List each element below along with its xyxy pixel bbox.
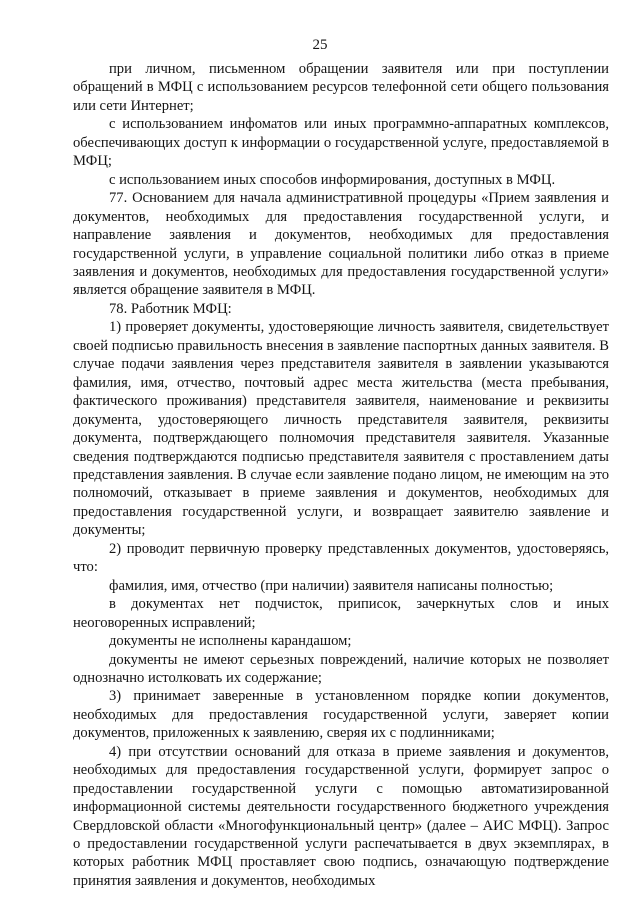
paragraph-item-77: 77. Основанием для начала административной процедуры «Прием заявления и документов, необходимых для предоставления государственной услуги, и направление заявления и документов, необходимых для предоставления государственной услуги, в управление социальной политики либо отказ в приеме заявления и документов, необходимых для предоставления государственной услуги» является обращение заявителя в МФЦ. xyxy=(73,190,609,299)
paragraph-subitem-3: 3) принимает заверенные в установленном порядке копии документов, необходимых для предоставления государственной услуги, заверяет копии документов, приложенных к заявлению, сверяя их с подлинниками; xyxy=(73,688,609,742)
paragraph-subitem-1: 1) проверяет документы, удостоверяющие личность заявителя, свидетельствует своей подписью правильность внесения в заявление паспортных данных заявителя. В случае подачи заявления через представителя заявителя в заявлении указываются фамилия, имя, отчество, почтовый адрес места жительства (места пребывания, фактического проживания) представителя заявителя, наименование и реквизиты документа, удостоверяющего личность представителя заявителя, реквизиты документа, подтверждающего полномочия представителя заявителя. Указанные сведения подтверждаются подписью представителя заявителя с проставлением даты представления заявления. В случае если заявление подано лицом, не имеющим на это полномочий, отказывает в приеме заявления и документов, необходимых для предоставления государственной услуги, и возвращает заявителю заявление и документы; xyxy=(73,319,609,539)
paragraph-check-no-pencil: документы не исполнены карандашом; xyxy=(109,633,352,650)
paragraph-subitem-2: 2) проводит первичную проверку представленных документов, удостоверяясь, что: xyxy=(73,540,609,576)
paragraph-subitem-4: 4) при отсутствии оснований для отказа в приеме заявления и документов, необходимых для предоставления государственной услуги, формирует запрос о предоставлении государственной услуги с помощью автоматизированной информационной системы деятельности государственного бюджетного учреждения Свердловской области «Многофункциональный центр» (далее – АИС МФЦ). Запрос о предоставлении государственной услуги распечатывается в двух экземплярах, в которых работник МФЦ проставляет свою подпись, означающую подтверждение принятия заявления и документов, необходимых xyxy=(73,743,609,889)
paragraph-other-methods: с использованием иных способов информирования, доступных в МФЦ. xyxy=(109,171,556,188)
paragraph-contact-methods: при личном, письменном обращении заявителя или при поступлении обращений в МФЦ с использованием ресурсов телефонной сети общего пользования или сети Интернет; xyxy=(73,61,609,114)
paragraph-item-78-heading: 78. Работник МФЦ: xyxy=(109,300,232,317)
paragraph-check-no-corrections: в документах нет подчисток, приписок, зачеркнутых слов и иных неоговоренных исправлений; xyxy=(73,596,609,631)
document-body xyxy=(73,60,609,890)
paragraph-infomats: с использованием инфоматов или иных программно-аппаратных комплексов, обеспечивающих доступ к информации о государственной услуге, предоставляемой в МФЦ; xyxy=(73,116,609,170)
page-number: 25 xyxy=(312,37,328,53)
paragraph-check-full-name: фамилия, имя, отчество (при наличии) заявителя написаны полностью; xyxy=(109,577,554,594)
paragraph-check-no-damage: документы не имеют серьезных повреждений, наличие которых не позволяет однозначно истолковать их содержание; xyxy=(73,651,609,686)
